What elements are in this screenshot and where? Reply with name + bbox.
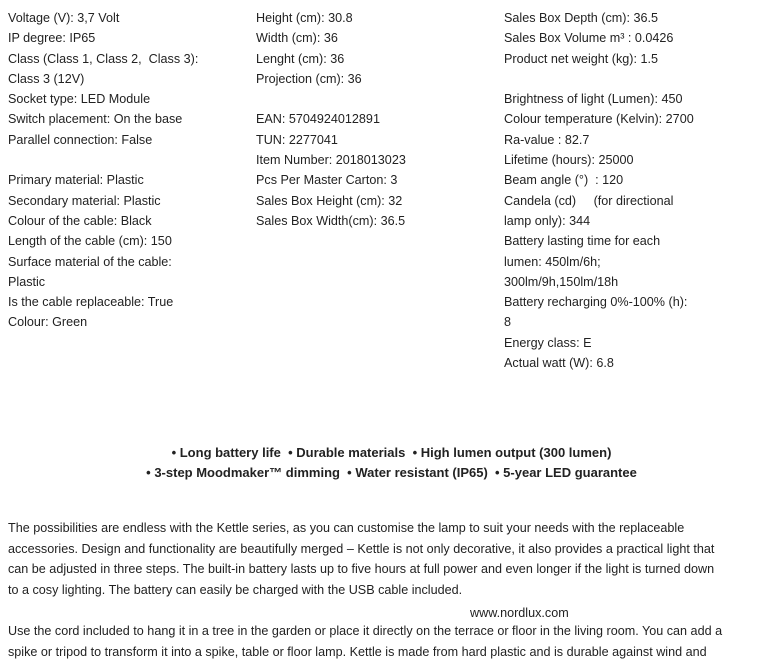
spacer: [256, 89, 496, 109]
spec-line: Primary material: Plastic: [8, 173, 144, 188]
spec-line: Beam angle (°) : 120: [504, 173, 624, 188]
spec-line: Length of the cable (cm): 150: [8, 234, 172, 249]
feature-line: • Long battery life • Durable materials • High lumen output (300 lumen): [171, 445, 612, 460]
spec-column-electrical-material: [8, 8, 248, 333]
spec-line: Battery lasting time for each: [504, 234, 661, 249]
spec-line: Ra-value : 82.7: [504, 132, 590, 147]
spacer: [8, 150, 248, 170]
description-line: can be adjusted in three steps. The built-in battery lasts up to five hours at full power and even longer if the light is turned down: [8, 562, 715, 577]
spec-line: Projection (cm): 36: [256, 71, 362, 86]
spec-line: Item Number: 2018013023: [256, 153, 406, 168]
spec-line: Class (Class 1, Class 2, Class 3):: [8, 51, 199, 66]
spec-line: Candela (cd) (for directional: [504, 193, 674, 208]
spec-line: Switch placement: On the base: [8, 112, 183, 127]
spec-line: Parallel connection: False: [8, 132, 153, 147]
spec-line: Sales Box Depth (cm): 36.5: [504, 11, 658, 25]
description-line: to a cosy lighting. The battery can easily be charged with the USB cable included.: [8, 582, 463, 597]
spec-line: Plastic: [8, 274, 46, 289]
spec-line: Product net weight (kg): 1.5: [504, 51, 659, 66]
spec-line: 300lm/9h,150lm/18h: [504, 274, 619, 289]
spec-line: Surface material of the cable:: [8, 254, 172, 269]
spec-column-dimensions-ids: [256, 8, 496, 231]
spec-line: Pcs Per Master Carton: 3: [256, 173, 398, 188]
spec-column-packaging-light: [504, 8, 779, 373]
spec-line: Battery recharging 0%-100% (h):: [504, 295, 688, 310]
spec-line: Lenght (cm): 36: [256, 51, 345, 66]
spec-line: Energy class: E: [504, 335, 592, 350]
feature-line: • 3-step Moodmaker™ dimming • Water resistant (IP65) • 5-year LED guarantee: [146, 465, 637, 481]
spacer: [504, 69, 779, 89]
spec-line: Is the cable replaceable: True: [8, 295, 174, 310]
product-description: [8, 518, 780, 600]
description-line: accessories. Design and functionality are beautifully merged – Kettle is not only decorative, it also provides a practical light that: [8, 541, 715, 556]
spec-line: Height (cm): 30.8: [256, 11, 353, 25]
spec-line: Class 3 (12V): [8, 71, 85, 86]
spec-line: lumen: 450lm/6h;: [504, 254, 601, 269]
spec-line: Secondary material: Plastic: [8, 193, 161, 208]
spec-line: Colour of the cable: Black: [8, 213, 152, 228]
spec-line: lamp only): 344: [504, 213, 591, 228]
spec-line: Lifetime (hours): 25000: [504, 153, 634, 168]
spec-line: 8: [504, 315, 512, 330]
description-line: The possibilities are endless with the Kettle series, as you can customise the lamp to suit your needs with the replaceable: [8, 521, 685, 535]
spec-line: EAN: 5704924012891: [256, 112, 380, 127]
product-description-continued: [8, 621, 780, 662]
spec-line: TUN: 2277041: [256, 132, 338, 147]
spec-line: Sales Box Height (cm): 32: [256, 193, 403, 208]
spec-line: Socket type: LED Module: [8, 92, 151, 107]
spec-line: Colour: Green: [8, 315, 88, 330]
feature-highlights: [0, 443, 783, 484]
spec-line: Actual watt (W): 6.8: [504, 356, 614, 371]
description-line: Use the cord included to hang it in a tree in the garden or place it directly on the terrace or floor in the living room. You can add a: [8, 624, 723, 638]
spec-line: Sales Box Width(cm): 36.5: [256, 213, 406, 228]
description-line: spike or tripod to transform it into a spike, table or floor lamp. Kettle is made from hard plastic and is durable against wind and: [8, 644, 707, 659]
spec-line: Brightness of light (Lumen): 450: [504, 92, 683, 107]
website-url: www.nordlux.com: [470, 606, 569, 620]
spec-line: Width (cm): 36: [256, 31, 338, 46]
spec-line: Colour temperature (Kelvin): 2700: [504, 112, 694, 127]
spec-line: IP degree: IP65: [8, 31, 96, 46]
spec-line: Sales Box Volume m³ : 0.0426: [504, 31, 674, 46]
spec-line: Voltage (V): 3,7 Volt: [8, 11, 120, 25]
